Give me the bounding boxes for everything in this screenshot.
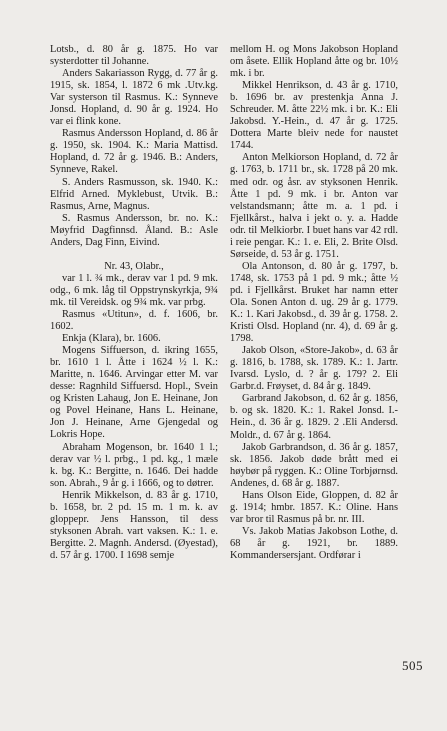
paragraph: Rasmus Andersson Hopland, d. 86 år g. 1950, sk. 1904. K.: Maria Mattisd. Hopland, d. 72 år g. 1946. B.: Anders, Synneve, Rakel. <box>50 128 218 176</box>
paragraph: mellom H. og Mons Jakobson Hopland om åsete. Ellik Hopland åtte og br. 10½ mk. i br. <box>230 44 398 80</box>
farm-section-heading: Nr. 43, Olabr., <box>104 260 164 272</box>
paragraph: Enkja (Klara), br. 1606. <box>62 333 161 345</box>
paragraph: Jakob Garbrandson, d. 36 år g. 1857, sk. 1856. Jakob døde brått med ei høybør på ryggen. K.: Oline Torbjørnsd. Andenes, d. 68 år g. 1887. <box>230 441 398 489</box>
left-text-column <box>50 44 218 562</box>
paragraph: Abraham Mogenson, br. 1640 1 l.; derav var ½ l. prbg., 1 pd. kg., 1 mæle k. bg. K.: Bergitte, n. 1646. Dei hadde son. Abrah., 9 år g. i 1666, og to døtrer. <box>50 441 218 489</box>
right-text-column <box>230 44 398 562</box>
paragraph: Mogens Siffuerson, d. ikring 1655, br. 1610 1 l. Åtte i 1624 ½ l. K.: Maritte, n. 1646. Arvingar etter M. var desse: Ragnhild Siffuersd. Hopl., Svein og Kristen Lahaug, Jon E. Heinane, Jon og Povel Heinane, Hans L. Heinane, Jon J. Heinane, Arne Gjengedal og Lokris Hope. <box>50 345 218 441</box>
paragraph: Garbrand Jakobson, d. 62 år g. 1856, b. og sk. 1820. K.: 1. Rakel Jonsd. I.-Hein., d. 36 år g. 1829. 2 .Eli Andersd. Moldr., d. 67 år g. 1864. <box>230 393 398 441</box>
paragraph: Jakob Olson, «Store-Jakob», d. 63 år g. 1816, b. 1788, sk. 1789. K.: 1. Jartr. Ivarsd. Lyslo, d. ? år g. 179? 2. Eli Garbr.d. Frøyset, d. 84 år g. 1849. <box>230 345 398 393</box>
paragraph: S. Rasmus Andersson, br. no. K.: Møyfrid Dagfinnsd. Åland. B.: Asle Anders, Dag Finn, Eivind. <box>50 212 218 248</box>
paragraph: Rasmus «Utitun», d. f. 1606, br. 1602. <box>50 308 218 333</box>
paragraph: Hans Olson Eide, Gloppen, d. 82 år g. 1914; hmbr. 1857. K.: Oline. Hans var bror til Rasmus på br. nr. III. <box>230 489 398 525</box>
paragraph: S. Anders Rasmusson, sk. 1940. K.: Elfrid Arned. Myklebust, Utvik. B.: Rasmus, Arne, Magnus. <box>50 176 218 212</box>
paragraph: Ola Antonson, d. 80 år g. 1797, b. 1748, sk. 1753 på 1 pd. 9 mk.; åtte ½ pd. i Fjellkårst. Bruket har namn etter Ola. Sonen Anton d. ug. 29 år g. 1779. K.: 1. Kari Jakobsd., d. 39 år g. 1758. 2. Kristi Olsd. Hopland (nr. 4), d. 69 år g. 1798. <box>230 260 398 345</box>
paragraph: Vs. Jakob Matias Jakobson Lothe, d. 68 år g. 1921, br. 1889. Kommandersersjant. Ordførar i <box>230 525 398 561</box>
paragraph: Anton Melkiorson Hopland, d. 72 år g. 1763, b. 1711 br., sk. 1728 på 20 mk. med odr. og åsr. av styksonen Henrik. Åtte 1 pd. 9 mk. i br. Anton var velstandsmann; åtte m. a. 1 pd. i Fjellkårst., halva i jekt o. y. a. Hadde odr. til Melkiorbr. I buet hans var 42 rdl. i reie pengar. K.: 1. e. Eli, 2. Brite Olsd. Sørseide, d. 53 år g. 1751. <box>230 152 398 260</box>
paragraph: Henrik Mikkelson, d. 83 år g. 1710, b. 1658, br. 2 pd. 15 m. 1 m. k. av gloppepr. Jens Hansson, til dess styksonen Abrah. vart vaksen. K.: 1. e. Bergitte. 2. Magnh. Andersd. (Øyestad), d. 57 år g. 1700. I 1698 semje <box>50 489 218 561</box>
paragraph: var 1 l. ¾ mk., derav var 1 pd. 9 mk. odg., 6 mk. låg til Oppstrynskyrkja, 9¾ mk. til Vereidsk. og 9¾ mk. var prbg. <box>50 272 218 308</box>
paragraph: Mikkel Henrikson, d. 43 år g. 1710, b. 1696 br. av prestenkja Anna J. Schreuder. M. åtte 22½ mk. i br. K.: Eli Jakobsd. Y.-Hein., d. 47 år g. 1725. Dottera Marte bleiv nede for naustet 1744. <box>230 80 398 152</box>
paragraph: Anders Sakariasson Rygg, d. 77 år g. 1915, sk. 1854, l. 1872 6 mk .Utv.kg. Var systerson til Rasmus. K.: Synneve Jonsd. Hopland, d. 90 år g. 1924. Ho var ei flink kone. <box>50 68 218 128</box>
paragraph: Lotsb., d. 80 år g. 1875. Ho var systerdotter til Johanne. <box>50 44 218 68</box>
page-number: 505 <box>402 658 423 673</box>
